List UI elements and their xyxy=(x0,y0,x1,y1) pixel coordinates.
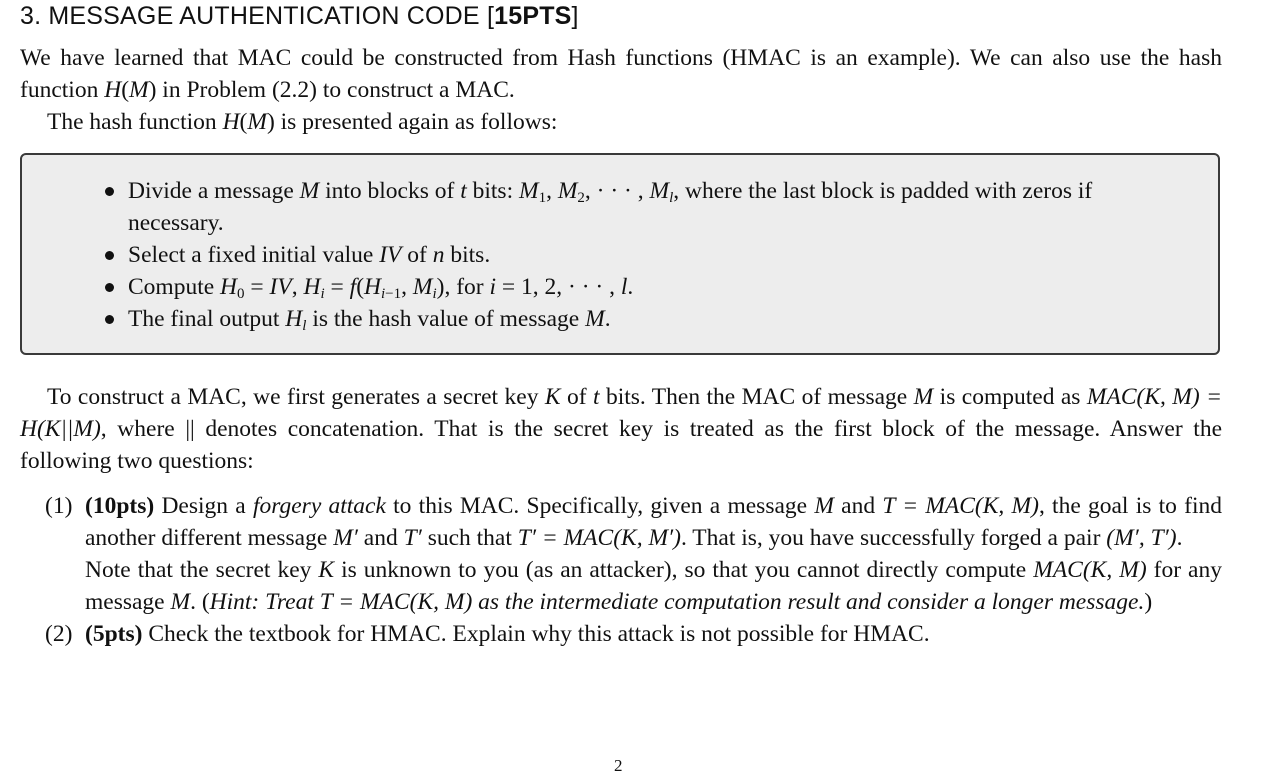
step-initial-value: Select a fixed initial value IV of n bits. xyxy=(102,239,1187,271)
bullet-icon xyxy=(105,315,114,324)
mac-formula: MAC(K, M) = H(K||M) xyxy=(20,384,1222,442)
question-points: (5pts) xyxy=(85,621,143,647)
step-final-output: The final output $H_l$ is the hash value of message M. xyxy=(102,303,1187,335)
question-2: (2) (5pts) Check the textbook for HMAC. Explain why this attack is not possible for HMAC. xyxy=(20,618,1222,650)
section-points: [15PTS] xyxy=(486,2,579,30)
question-number: (1) xyxy=(45,493,73,519)
question-number: (2) xyxy=(45,621,73,647)
question-list xyxy=(20,490,1222,650)
construction-paragraph: To construct a MAC, we first generates a secret key K of t bits. Then the MAC of message M is computed as MAC(K, M) = H(K||M), where || denotes concatenation. That is the secret key is treated as the first block of the message. Answer the following two questions: xyxy=(20,384,1222,474)
step-divide-blocks: Divide a message M into blocks of t bits: $M_1$, $M_2$, · · · , $M_l$, where the last block is padded with zeros if necessary. xyxy=(102,175,1187,239)
hash-intro-paragraph: The hash function H(M) is presented again as follows: xyxy=(47,109,558,135)
hash-steps-list xyxy=(102,175,1187,335)
hash-definition-box xyxy=(20,153,1220,355)
intro-paragraph: We have learned that MAC could be constructed from Hash functions (HMAC is an example). We can also use the hash function H(M) in Problem (2.2) to construct a MAC. xyxy=(20,45,1222,103)
question-1: (1) (10pts) Design a forgery attack to this MAC. Specifically, given a message M and T = MAC(K, M), the goal is to find another different message M′ and T′ such that T′ = MAC(K, M′). That is, you have successfully forged a pair (M′, T′). Note that the secret key K is unknown to you (as an attacker), so that you cannot directly compute MAC(K, M) for any message M. (Hint: Treat T = MAC(K, M) as the intermediate computation result and consider a longer message.) xyxy=(20,490,1222,618)
bullet-icon xyxy=(105,283,114,292)
section-number: 3. xyxy=(20,2,42,30)
page-number: 2 xyxy=(614,756,623,775)
hint-text: Hint: Treat T = MAC(K, M) as the intermediate computation result and consider a longer message. xyxy=(209,589,1145,615)
section-heading xyxy=(20,2,579,31)
question-points: (10pts) xyxy=(85,493,155,519)
bullet-icon xyxy=(105,187,114,196)
section-title: MESSAGE AUTHENTICATION CODE xyxy=(48,2,480,30)
question-1-note: Note that the secret key K is unknown to you (as an attacker), so that you cannot directly compute MAC(K, M) for any message M. (Hint: Treat T = MAC(K, M) as the intermediate computation result and consider a longer message.) xyxy=(85,557,1222,615)
bullet-icon xyxy=(105,251,114,260)
step-compute-chain: Compute $H_0$ = IV, $H_i = f(H_{i-1}$, $M_i$), for i = 1, 2, · · · , l. xyxy=(102,271,1187,303)
